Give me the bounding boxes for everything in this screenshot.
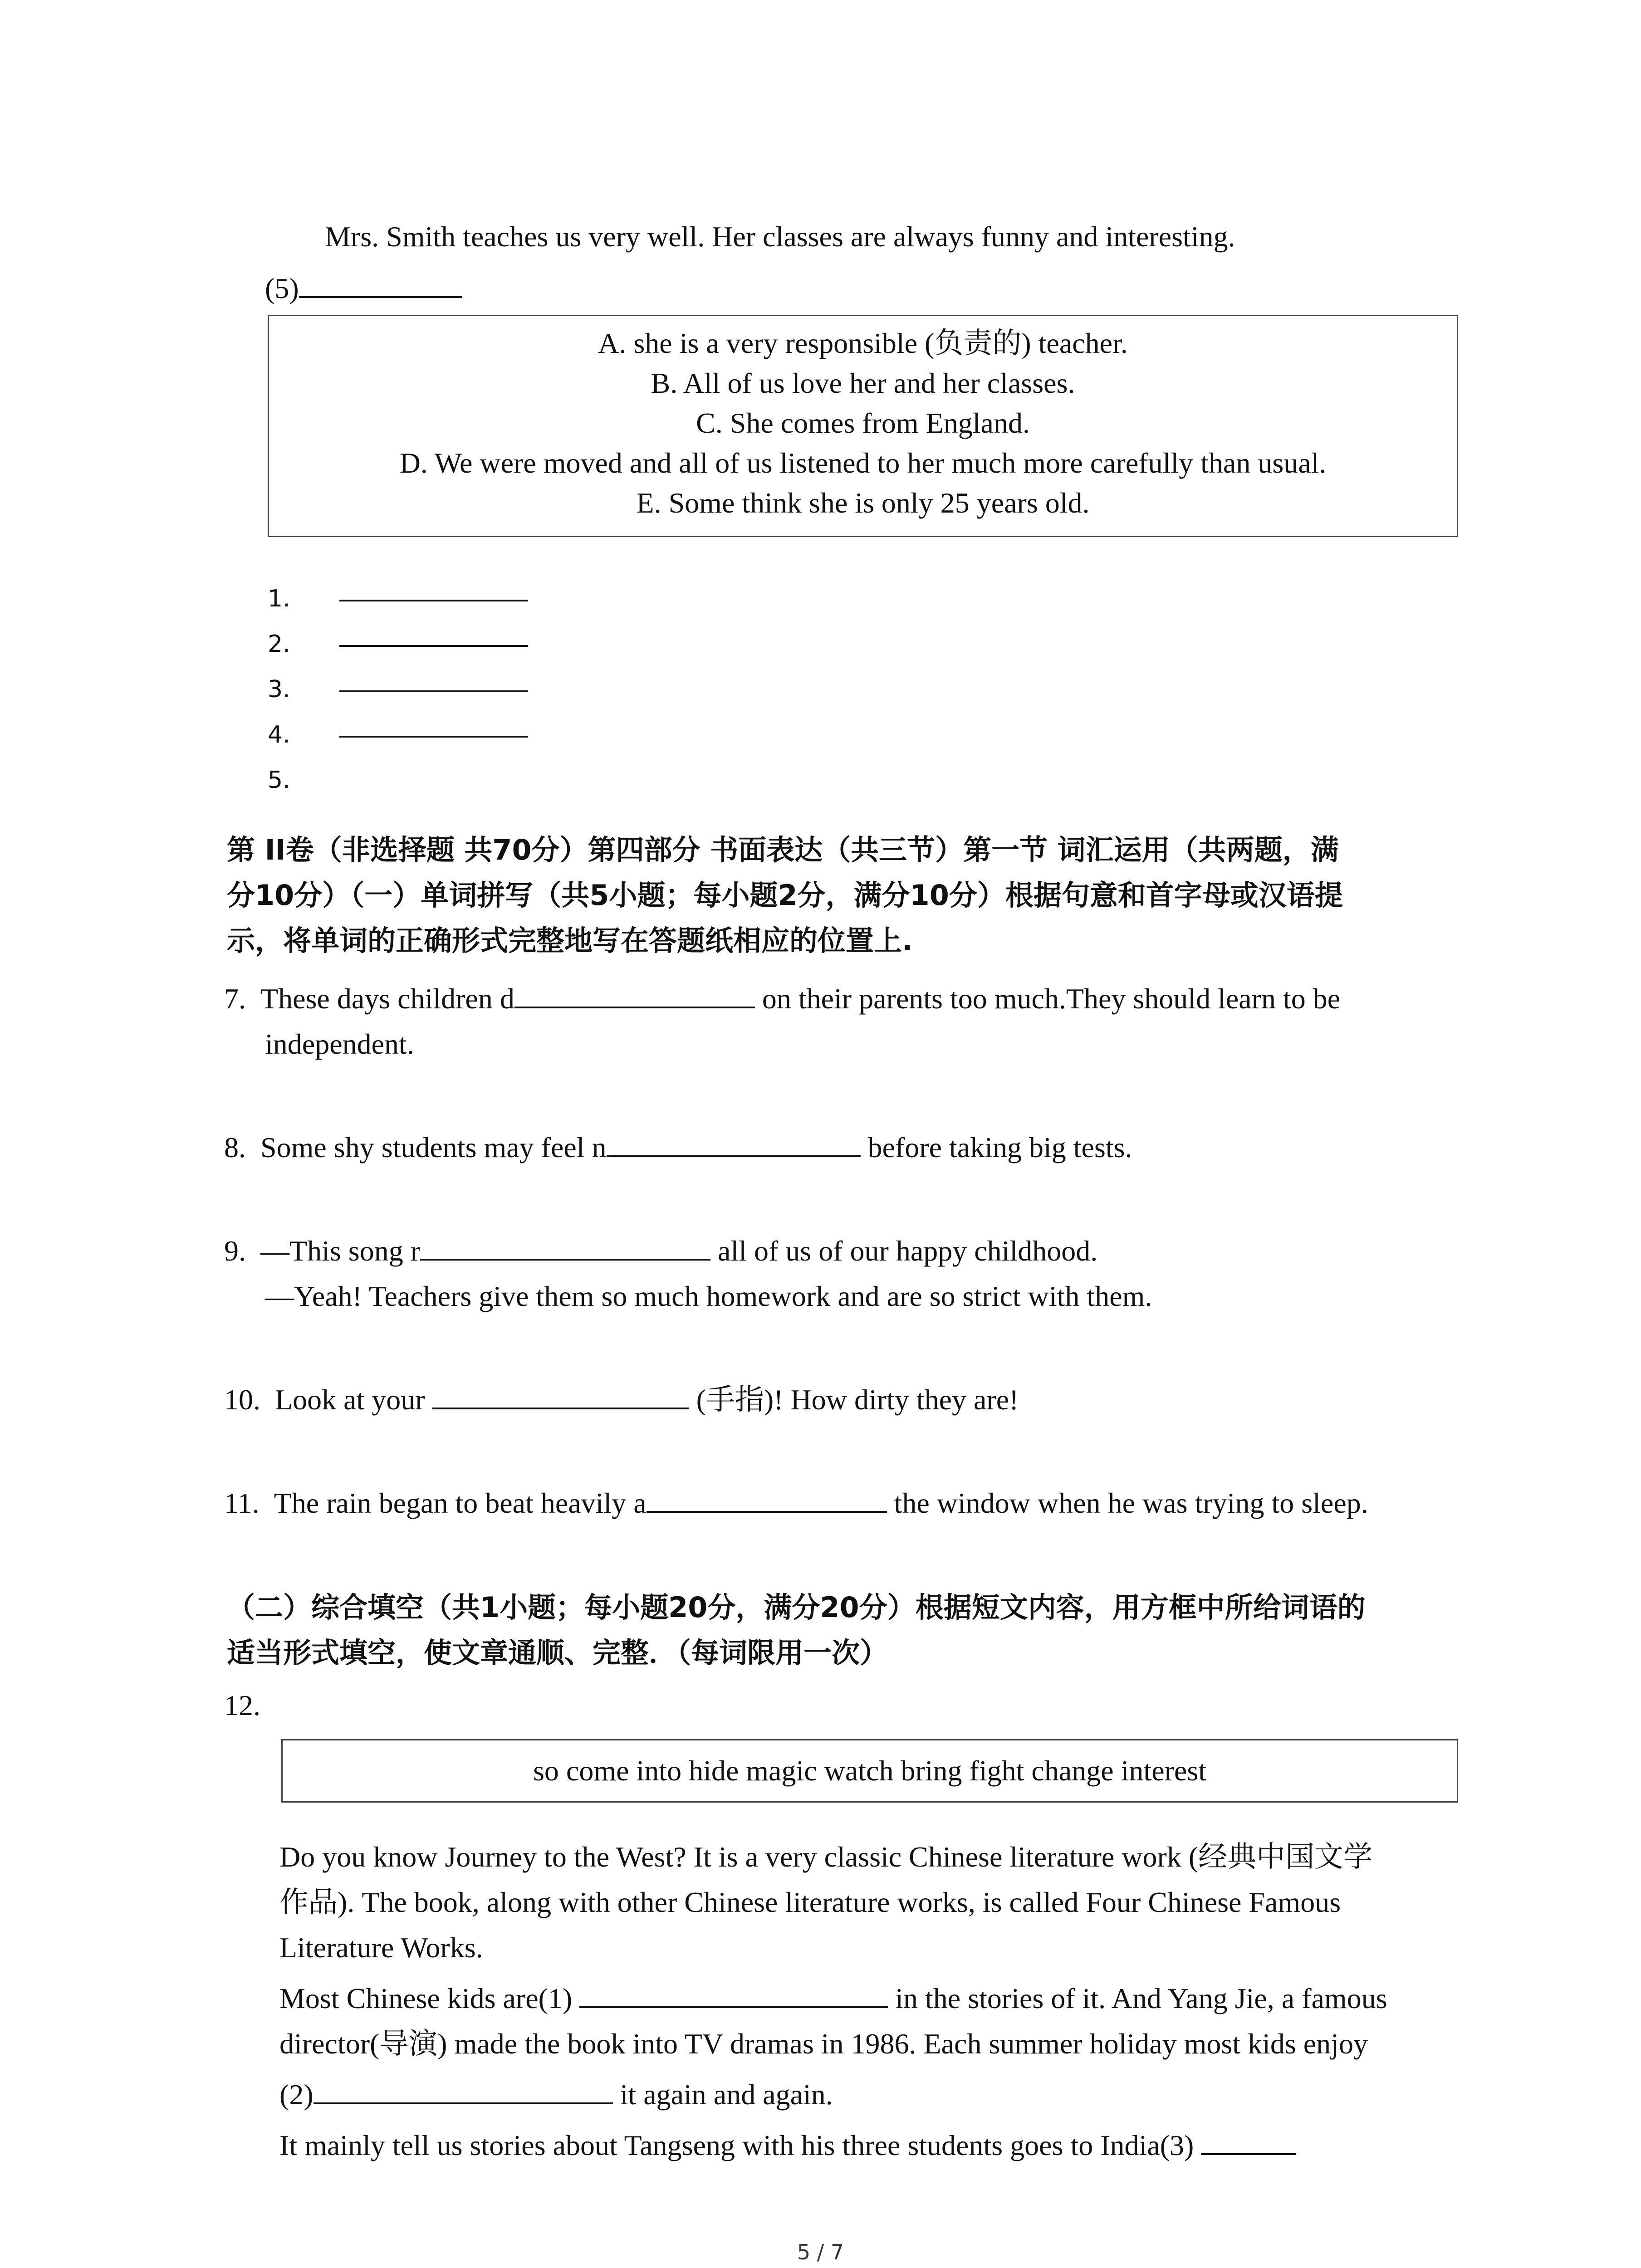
q5-answer-blank[interactable] [299, 269, 462, 298]
q9-text-pre: —This song r [260, 1235, 420, 1267]
section2-heading-line-2: 适当形式填空，使文章通顺、完整．（每词限用一次） [227, 1636, 888, 1669]
q8-answer-blank[interactable] [607, 1128, 861, 1157]
q7-text-post: on their parents too much.They should learn to be [754, 982, 1341, 1015]
passage-answer-blank-1[interactable] [579, 1979, 888, 2008]
answer-line-2[interactable] [339, 645, 528, 647]
q9-number: 9. [224, 1235, 246, 1267]
question-9 [224, 1228, 1097, 1274]
q8-number: 8. [224, 1131, 246, 1163]
q11-answer-blank[interactable] [647, 1484, 887, 1513]
q11-text-post: the window when he was trying to sleep. [887, 1487, 1368, 1519]
option-e: E. Some think she is only 25 years old. [636, 487, 1090, 519]
answer-number-3: 3. [268, 676, 290, 703]
q10-text-post: (手指)! How dirty they are! [689, 1383, 1019, 1416]
q9-continuation: —Yeah! Teachers give them so much homework and are so strict with them. [265, 1280, 1152, 1312]
options-box [268, 315, 1458, 537]
q10-text-pre: Look at your [275, 1383, 432, 1416]
passage-line-6 [279, 2072, 833, 2117]
q9-text-post: all of us of our happy childhood. [710, 1235, 1098, 1267]
answer-line-3[interactable] [339, 690, 528, 692]
answer-line-1[interactable] [339, 600, 528, 601]
section-heading-line-3: 示，将单词的正确形式完整地写在答题纸相应的位置上. [227, 924, 913, 957]
passage-line-2: 作品). The book, along with other Chinese literature works, is called Four Chinese Famous [279, 1886, 1341, 1918]
passage-blank-2-post: it again and again. [612, 2078, 833, 2111]
q10-number: 10. [224, 1383, 260, 1416]
question-5-label [265, 266, 462, 311]
answer-number-4: 4. [268, 721, 290, 748]
option-c: C. She comes from England. [696, 407, 1030, 439]
word-bank-box [281, 1739, 1458, 1803]
passage-answer-blank-3[interactable] [1201, 2126, 1296, 2155]
answer-number-5: 5. [268, 767, 290, 794]
passage-line-1: Do you know Journey to the West? It is a very classic Chinese literature work (经典中国文学 [279, 1841, 1373, 1873]
answer-number-2: 2. [268, 631, 290, 658]
q8-text-post: before taking big tests. [860, 1131, 1132, 1163]
option-d: D. We were moved and all of us listened to her much more carefully than usual. [399, 447, 1327, 479]
question-10 [224, 1377, 1019, 1422]
question-8 [224, 1125, 1132, 1170]
passage-blank-3-pre: It mainly tell us stories about Tangseng with his three students goes to India(3) [279, 2129, 1201, 2161]
passage-blank-1-post: in the stories of it. And Yang Jie, a famous [888, 1982, 1387, 2014]
q7-continuation: independent. [265, 1028, 414, 1060]
section-heading-line-2: 分10分）（一）单词拼写（共5小题；每小题2分，满分10分）根据句意和首字母或汉语提 [227, 879, 1343, 912]
word-bank: so come into hide magic watch bring fight change interest [533, 1755, 1206, 1787]
passage-intro: Mrs. Smith teaches us very well. Her classes are always funny and interesting. [325, 220, 1235, 253]
q11-text-pre: The rain began to beat heavily a [274, 1487, 647, 1519]
page-number: 5 / 7 [797, 2240, 844, 2264]
question-7 [224, 976, 1340, 1022]
option-b: B. All of us love her and her classes. [651, 367, 1075, 399]
passage-line-4 [279, 1976, 1387, 2021]
question-12-number: 12. [224, 1689, 260, 1721]
q7-text-pre: These days children d [260, 982, 514, 1015]
q5-number: (5) [265, 272, 299, 304]
passage-line-3: Literature Works. [279, 1931, 483, 1964]
passage-blank-1-pre: Most Chinese kids are(1) [279, 1982, 580, 2014]
q7-number: 7. [224, 982, 246, 1015]
q10-answer-blank[interactable] [432, 1380, 689, 1409]
answer-number-1: 1. [268, 585, 290, 612]
section2-heading-line-1: （二）综合填空（共1小题；每小题20分，满分20分）根据短文内容，用方框中所给词语的 [227, 1591, 1366, 1624]
passage-blank-2-pre: (2) [279, 2078, 314, 2111]
q9-answer-blank[interactable] [420, 1232, 710, 1261]
passage-line-5: director(导演) made the book into TV dramas in 1986. Each summer holiday most kids enjoy [279, 2028, 1368, 2060]
q11-number: 11. [224, 1487, 260, 1519]
question-11 [224, 1481, 1368, 1526]
answer-line-4[interactable] [339, 736, 528, 738]
q8-text-pre: Some shy students may feel n [260, 1131, 607, 1163]
q7-answer-blank[interactable] [514, 979, 755, 1008]
passage-line-7 [279, 2123, 1296, 2168]
option-a: A. she is a very responsible (负责的) teacher. [598, 327, 1128, 359]
section-heading-line-1: 第 II卷（非选择题 共70分）第四部分 书面表达（共三节）第一节 词汇运用（共两题，满 [227, 833, 1339, 866]
passage-answer-blank-2[interactable] [314, 2075, 613, 2104]
